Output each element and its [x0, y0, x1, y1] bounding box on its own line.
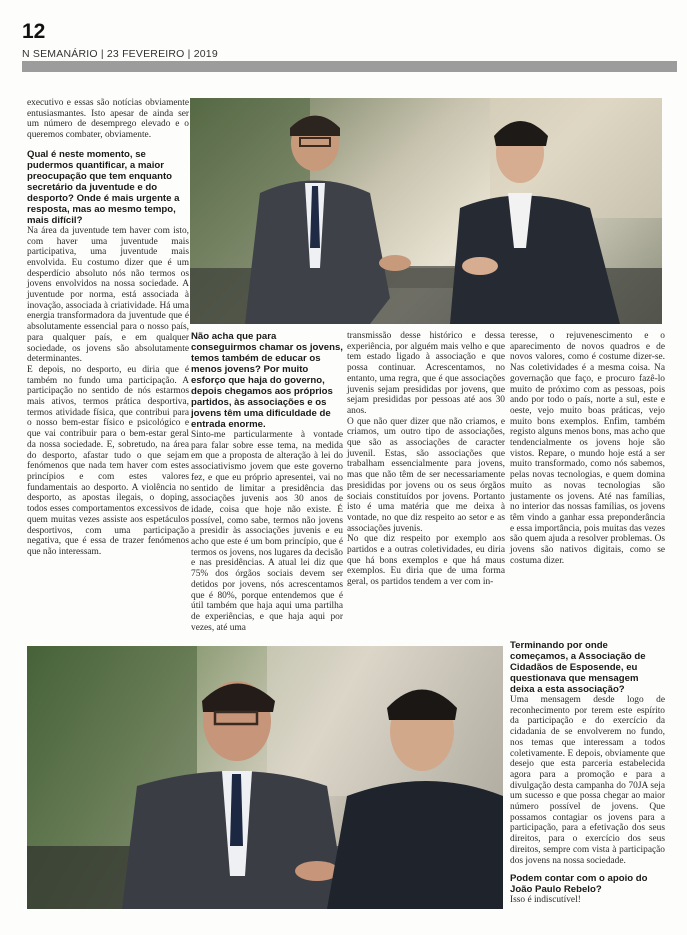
- paragraph: O que não quer dizer que não criamos, e criamos, um outro tipo de associações, que são as associações de caracter juvenil. Estas, são associações que trabalham essencialmente para jovens, mas que não têm de ser necessariamente presididas por jovens ou os seus órgãos sociais constituídos por jovens. Portanto isto é uma matéria que me deixa à vontade, no que diz respeito ao setor e as associações juvenis.: [347, 416, 505, 534]
- article-column-4: [510, 331, 665, 566]
- article-column-1: [27, 98, 189, 558]
- paragraph: transmissão desse histórico e dessa experiência, por alguém mais velho e que tem estado ligado à associação e que possa continuar. Acrescentamos, no entanto, uma regra, que é que associações juvenis sejam presididas por jovens, que sejam presididas por pessoas até aos 30 anos.: [347, 331, 505, 416]
- paragraph: E depois, no desporto, eu diria que é também no fundo uma participação. A participação no sentido de nós estarmos mais ativos, termos prática desportiva, termos atividade física, que contribui para o nosso bem-estar físico e psicológico e que vai contribuir para o bem-estar geral da nossa sociedade. E, sobretudo, na área do desporto, afastar tudo o que sejam fenómenos que nada tem haver com estes princípios e com estes valores fundamentais ao desporto. A violência no desporto, as apostas ilegais, o doping, todos esses comportamentos excessivos de quem muitas vezes assiste aos espetáculos desportivos, com uma participação negativa, que é essa de trazer fenómenos que não interessam.: [27, 364, 189, 557]
- paragraph: Uma mensagem desde logo de reconhecimento por terem este espírito da participação e do exercício da cidadania de se envolverem no fundo, nos temas que interessam a todos coletivamente. E depois, obviamente que desejo que esta parceria estabelecida agora para a promoção e para a divulgação desta campanha do 70JA seja um sucesso e que possa chegar ao maior número possível de jovens. Que possamos contagiar os jovens para a participação, para a efetivação dos seus direitos, para o exercício dos seus direitos, sempre com vista à participação dos jovens na nossa sociedade.: [510, 695, 665, 866]
- paragraph: Na área da juventude tem haver com isto, com haver uma juventude mais participativa, uma juventude mais envolvida. Eu costumo dizer que é um desperdício absoluto nós não termos os jovens envolvidos na nossa sociedade. A juventude por norma, está associada à inovação, associada à criatividade. Há uma energia transformadora da juventude que é absolutamente essencial para o nosso país, para qualquer país, e em qualquer sociedade, os jovens são absolutamente determinantes.: [27, 225, 189, 365]
- interview-question: Podem contar com o apoio do João Paulo Rebelo?: [510, 873, 648, 896]
- article-column-3: [347, 331, 505, 588]
- paragraph: Sinto-me particularmente à vontade para falar sobre esse tema, na medida em que a proposta de alteração à lei do associativismo jovem que este governo fez, e que eu próprio apresentei, vai no sentido de limitar a presidência das associações juvenis aos 30 anos de idade, coisa que hoje não existe. É possível, como sabe, termos não jovens a presidir às associações juvenis e eu acho que este é um bom princípio, que é termos os jovens, nos lugares da decisão e nas presidências. A atual lei diz que 75% dos órgãos sociais devem ser detidos por jovens, nós acrescentamos que é 80%, porque entendemos que é útil também que haja aqui uma partilha de experiências, e que haja aqui por vezes, até uma: [191, 430, 343, 633]
- interview-photo-bottom: [27, 646, 503, 909]
- masthead: N SEMANÁRIO | 23 FEVEREIRO | 2019: [22, 48, 218, 60]
- paragraph: Isso é indiscutível!: [510, 895, 581, 906]
- paragraph: executivo e essas são notícias obviamente entusiasmantes. Isto apesar de ainda ser um número de desemprego elevado e o queremos combater, obviamente.: [27, 98, 189, 141]
- article-column-2: [191, 331, 343, 633]
- interview-question: Qual é neste momento, se pudermos quantificar, a maior preocupação que tem enquanto secretário da juventude e do desporto? Onde é mais urgente a resposta, mas ao mesmo tempo, mais difícil?: [27, 148, 180, 226]
- page-number: 12: [22, 20, 46, 43]
- header-rule: [22, 61, 677, 72]
- interview-photo-top: [190, 98, 662, 324]
- interview-question: Terminando por onde começamos, a Associação de Cidadãos de Esposende, eu questionava que mensagem deixa a esta associação?: [510, 640, 646, 695]
- article-column-4-continued: [510, 640, 665, 906]
- paragraph: teresse, o rejuvenescimento e o aparecimento de novos quadros e de novos valores, como é costume dizer-se. Nas coletividades é a mesma coisa. Na governação que faço, e procuro fazê-lo muito de próximo com as pessoas, pois ando por todo o país, norte a sul, este e oeste, vejo muito boas práticas, vejo muito bons exemplos. Enfim, também registo alguns menos bons, mas acho que tendencialmente os jovens hoje são vistos. Repare, o mundo hoje está a ser muito transformado, como nós sabemos, pelas novas tecnologias, e quem domina muito as novas tecnologias são justamente os jovens. Até nas famílias, no interior das nossas famílias, os jovens têm vindo a ganhar essa preponderância e essa importância, pois muitas das vezes são quem ajuda a resolver problemas. Os jovens são nativos digitais, como se costuma dizer.: [510, 331, 665, 566]
- paragraph: No que diz respeito por exemplo aos partidos e a outras coletividades, eu diria que há bons exemplos e que há maus exemplos. Eu diria que de uma forma geral, os partidos tendem a ver com in-: [347, 534, 505, 588]
- interview-question: Não acha que para conseguirmos chamar os jovens, temos também de educar os menos jovens? Por muito esforço que haja do governo, depois chegamos aos próprios partidos, às associações e os jovens têm uma dificuldade de entrada enorme.: [191, 331, 343, 430]
